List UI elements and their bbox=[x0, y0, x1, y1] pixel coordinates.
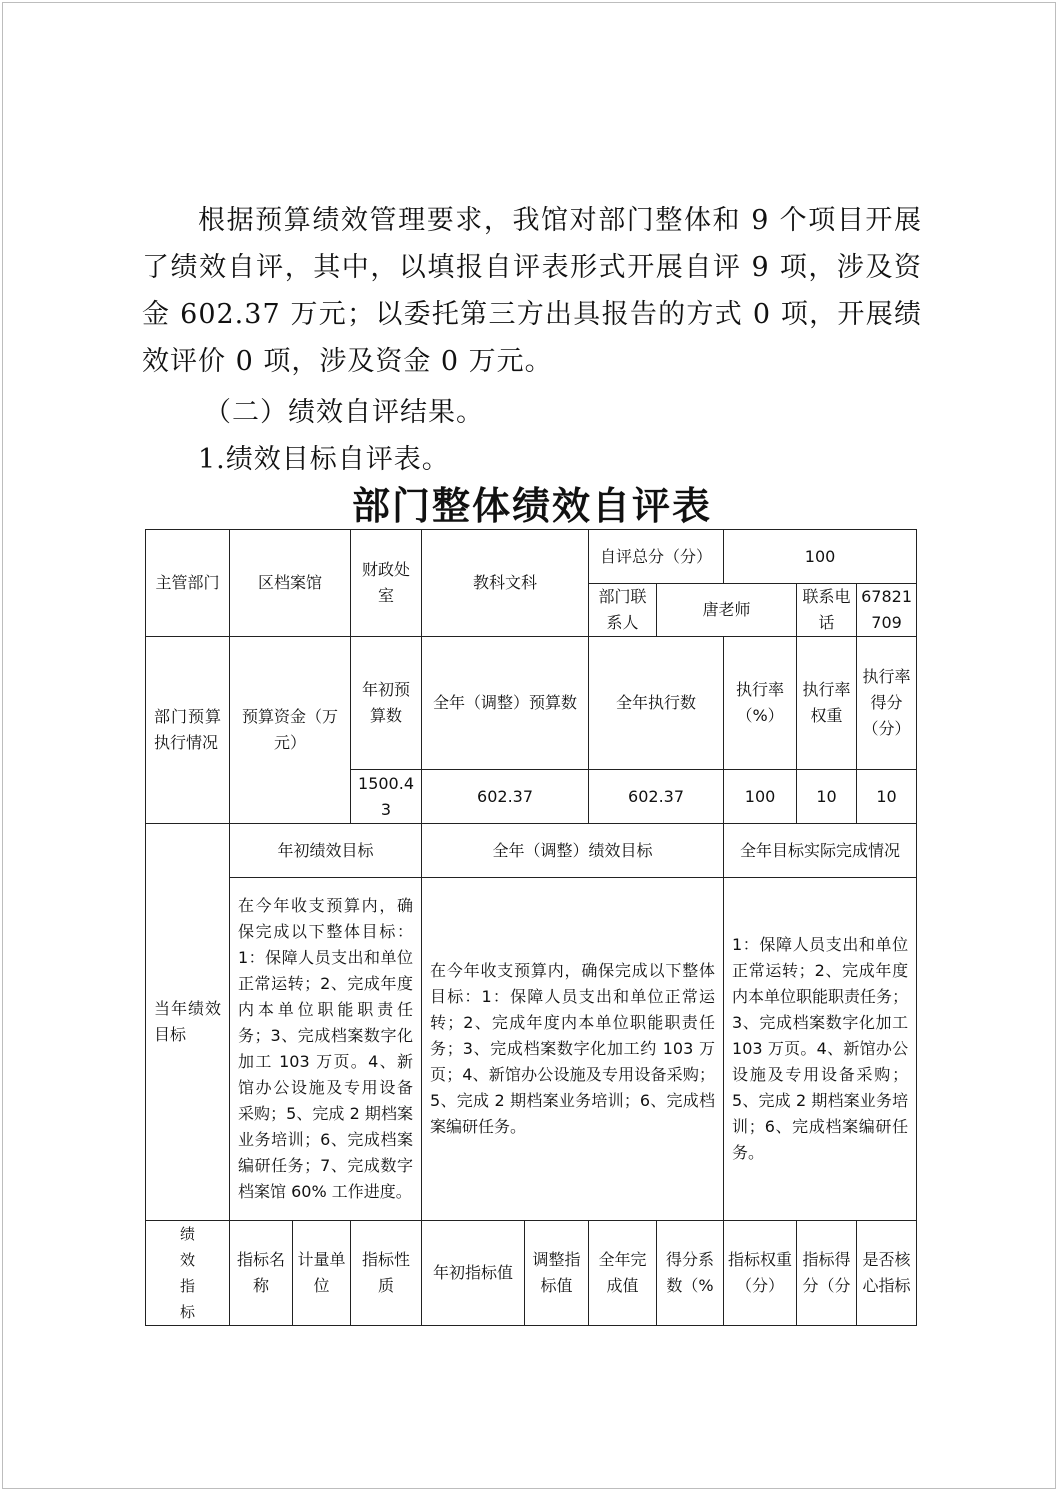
indicators-section-label bbox=[146, 1221, 230, 1326]
budget-value-score: 10 bbox=[857, 770, 917, 824]
indicators-section-text: 绩效指标 bbox=[179, 1225, 195, 1321]
indicator-header-coefficient: 得分系数（% bbox=[657, 1221, 724, 1326]
section-heading: （二）绩效自评结果。 bbox=[204, 397, 484, 428]
score-value: 100 bbox=[724, 530, 917, 584]
budget-header-weight: 执行率权重 bbox=[797, 637, 857, 770]
indicator-header-core: 是否核心指标 bbox=[857, 1221, 917, 1326]
indicator-header-unit: 计量单位 bbox=[293, 1221, 351, 1326]
budget-header-executed: 全年执行数 bbox=[589, 637, 724, 770]
self-evaluation-table bbox=[145, 529, 917, 1326]
budget-fund-label: 预算资金（万元） bbox=[230, 637, 351, 824]
budget-header-adjusted: 全年（调整）预算数 bbox=[422, 637, 589, 770]
indicator-header-score: 指标得分（分 bbox=[797, 1221, 857, 1326]
phone-label: 联系电话 bbox=[797, 584, 857, 637]
goals-adjusted-header: 全年（调整）绩效目标 bbox=[422, 824, 724, 878]
subsection-heading: 1.绩效目标自评表。 bbox=[198, 444, 450, 475]
finance-value: 教科文科 bbox=[422, 530, 589, 637]
goals-actual-text: 1：保障人员支出和单位正常运转；2、完成年度内本单位职能职责任务；3、完成档案数字化加工 103 万页。4、新馆办公设施及专用设备采购；5、完成 2 期档案业务培训；6、完成档案编研任务。 bbox=[724, 878, 917, 1221]
budget-value-executed: 602.37 bbox=[589, 770, 724, 824]
contact-label: 部门联系人 bbox=[589, 584, 657, 637]
phone-value: 67821709 bbox=[857, 584, 917, 637]
budget-value-adjusted: 602.37 bbox=[422, 770, 589, 824]
goals-adjusted-text: 在今年收支预算内，确保完成以下整体目标：1：保障人员支出和单位正常运转；2、完成年度内本单位职能职责任务；3、完成档案数字化加工约 103 万页；4、新馆办公设施及专用设备采购；5、完成 2 期档案业务培训；6、完成档案编研任务。 bbox=[422, 878, 724, 1221]
dept-label: 主管部门 bbox=[146, 530, 230, 637]
budget-header-rate: 执行率（%） bbox=[724, 637, 797, 770]
indicator-header-actual: 全年完成值 bbox=[589, 1221, 657, 1326]
indicator-header-name: 指标名称 bbox=[230, 1221, 293, 1326]
goals-section-label: 当年绩效目标 bbox=[146, 824, 230, 1221]
goals-initial-text: 在今年收支预算内，确保完成以下整体目标：1：保障人员支出和单位正常运转；2、完成年度内本单位职能职责任务；3、完成档案数字化加工 103 万页。4、新馆办公设施及专用设备采购；5、完成 2 期档案业务培训；6、完成档案编研任务；7、完成数字档案馆 60% 工作进度。 bbox=[230, 878, 422, 1221]
score-label: 自评总分（分） bbox=[589, 530, 724, 584]
intro-paragraph: 根据预算绩效管理要求，我馆对部门整体和 9 个项目开展了绩效自评，其中，以填报自评表形式开展自评 9 项，涉及资金 602.37 万元；以委托第三方出具报告的方式 0 项，开展绩效评价 0 项，涉及资金 0 万元。 bbox=[142, 205, 922, 377]
indicator-header-weight: 指标权重（分） bbox=[724, 1221, 797, 1326]
goals-initial-header: 年初绩效目标 bbox=[230, 824, 422, 878]
dept-value: 区档案馆 bbox=[230, 530, 351, 637]
indicator-header-initial: 年初指标值 bbox=[422, 1221, 525, 1326]
budget-header-score: 执行率得分（分） bbox=[857, 637, 917, 770]
finance-label: 财政处室 bbox=[351, 530, 422, 637]
contact-value: 唐老师 bbox=[657, 584, 797, 637]
budget-value-rate: 100 bbox=[724, 770, 797, 824]
budget-value-weight: 10 bbox=[797, 770, 857, 824]
goals-actual-header: 全年目标实际完成情况 bbox=[724, 824, 917, 878]
indicator-header-adjusted: 调整指标值 bbox=[525, 1221, 589, 1326]
budget-section-label: 部门预算执行情况 bbox=[146, 637, 230, 824]
indicator-header-nature: 指标性质 bbox=[351, 1221, 422, 1326]
table-title: 部门整体绩效自评表 bbox=[351, 484, 712, 528]
budget-header-initial: 年初预算数 bbox=[351, 637, 422, 770]
budget-value-initial: 1500.43 bbox=[351, 770, 422, 824]
